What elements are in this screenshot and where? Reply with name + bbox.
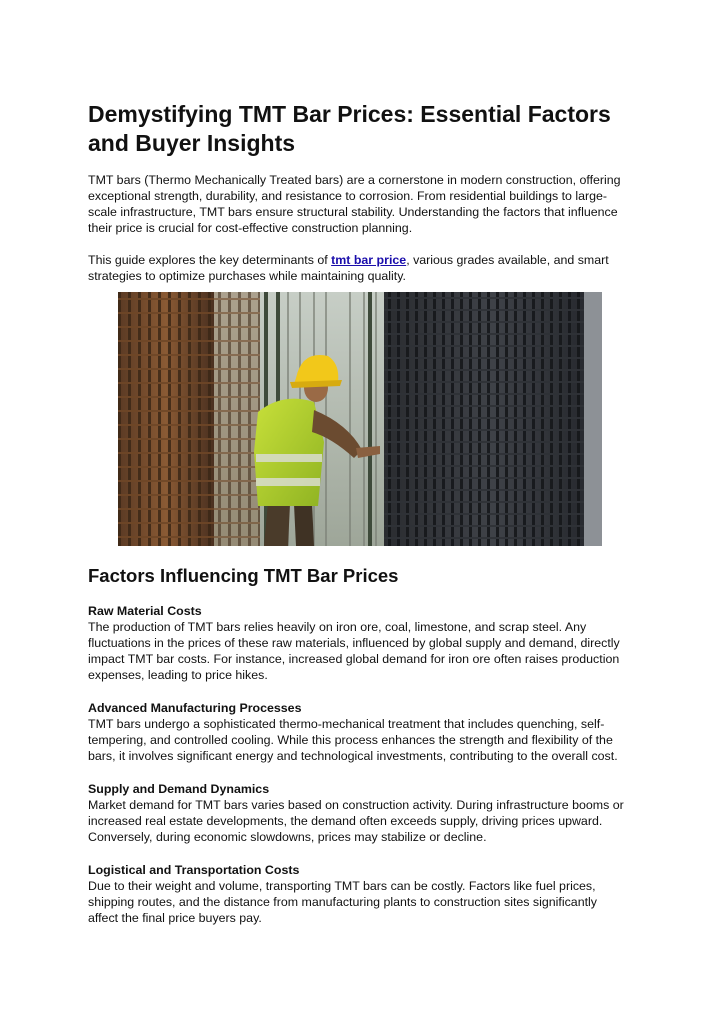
factor-body: Market demand for TMT bars varies based on construction activity. During infrastructure booms or increased real estate developments, the demand often exceeds supply, driving prices upward. Conversely, during economic slowdowns, prices may stabilize or decline. <box>88 798 624 844</box>
tmt-bar-price-link[interactable]: tmt bar price <box>331 253 407 267</box>
factor-body: Due to their weight and volume, transporting TMT bars can be costly. Factors like fuel prices, shipping routes, and the distance from manufacturing plants to construction sites significantly affect the final price buyers pay. <box>88 879 597 925</box>
factors-section <box>88 565 628 926</box>
guide-text-after-link: , various grades available, and smart strategies to optimize purchases while maintaining quality. <box>88 253 609 283</box>
page-title: Demystifying TMT Bar Prices: Essential Factors and Buyer Insights <box>88 101 611 156</box>
factor-raw-material-costs <box>88 603 628 683</box>
factor-advanced-manufacturing <box>88 700 628 764</box>
factor-body: The production of TMT bars relies heavily on iron ore, coal, limestone, and scrap steel. Any fluctuations in the prices of these raw materials, influenced by global supply and demand, directly impact TMT bar costs. For instance, increased global demand for iron ore often raises production expenses, leading to price hikes. <box>88 620 620 682</box>
factor-supply-demand <box>88 781 628 845</box>
guide-paragraph <box>88 252 628 284</box>
intro-paragraph: TMT bars (Thermo Mechanically Treated bars) are a cornerstone in modern construction, offering exceptional strength, durability, and resistance to corrosion. From residential buildings to large-scale infrastructure, TMT bars ensure structural stability. Understanding the factors that influence their price is crucial for cost-effective construction planning. <box>88 173 621 235</box>
factor-title: Supply and Demand Dynamics <box>88 782 270 796</box>
article-header <box>88 100 628 284</box>
construction-worker-photo <box>118 292 602 546</box>
factor-body: TMT bars undergo a sophisticated thermo-mechanical treatment that includes quenching, self-tempering, and controlled cooling. While this process enhances the strength and flexibility of the bars, it involves significant energy and technological investments, contributing to the overall cost. <box>88 717 618 763</box>
factor-title: Advanced Manufacturing Processes <box>88 701 302 715</box>
section-heading: Factors Influencing TMT Bar Prices <box>88 565 399 586</box>
factor-logistics-transport <box>88 862 628 926</box>
factor-title: Logistical and Transportation Costs <box>88 863 300 877</box>
factor-title: Raw Material Costs <box>88 604 202 618</box>
guide-text-before-link: This guide explores the key determinants of <box>88 253 332 267</box>
